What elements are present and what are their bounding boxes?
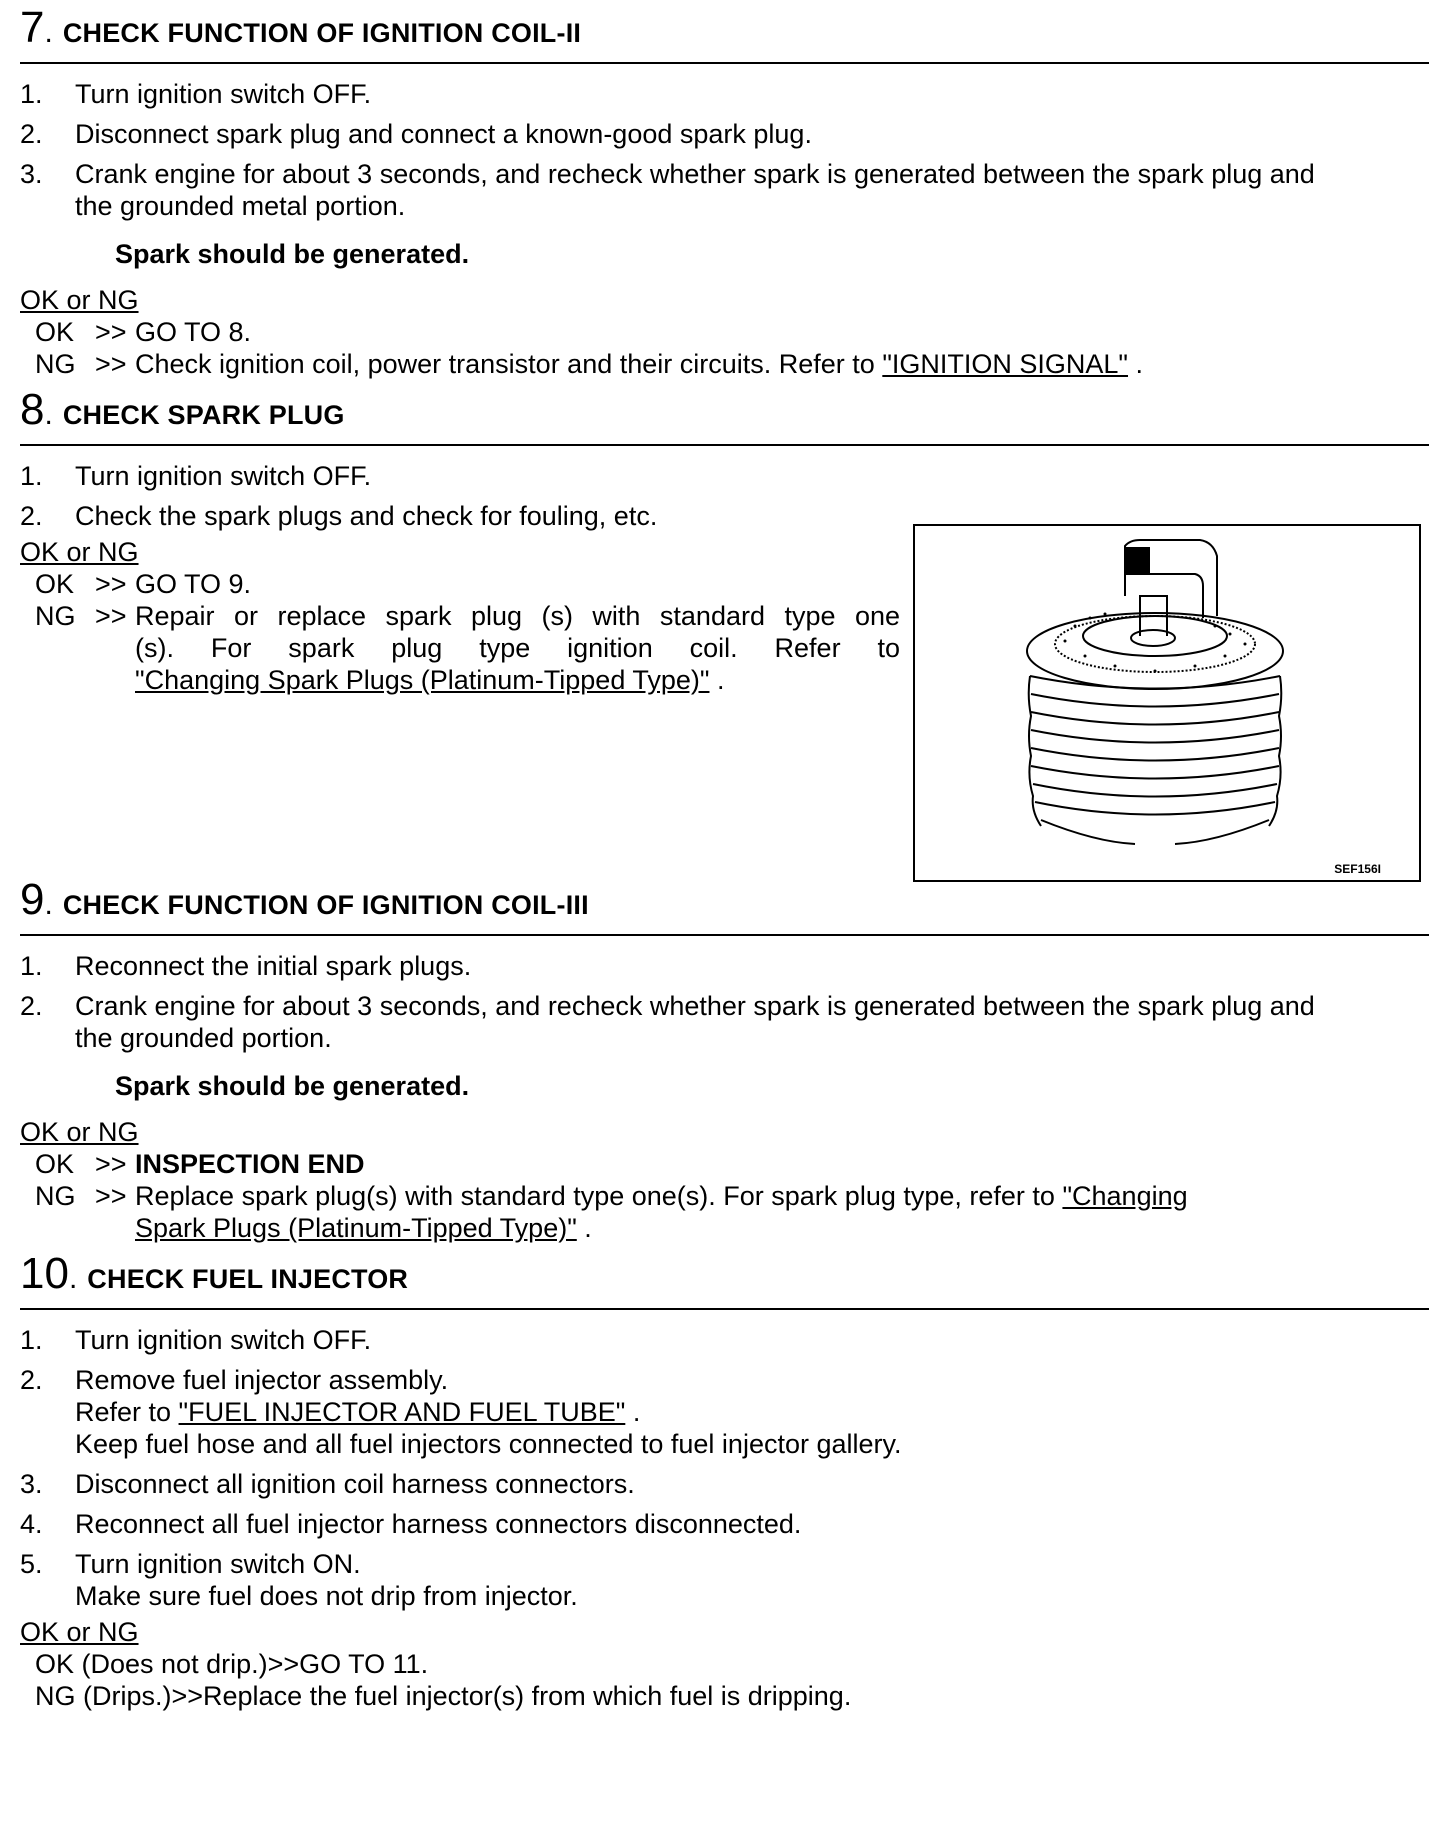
divider xyxy=(20,62,1429,64)
ng-result: NG (Drips.)>>Replace the fuel injector(s) from which fuel is dripping. xyxy=(35,1681,852,1711)
list-item: 1. Turn ignition switch OFF. xyxy=(20,1325,372,1355)
section-number: 10 xyxy=(20,1249,69,1298)
spec-note: Spark should be generated. xyxy=(115,239,470,269)
section-number: 7 xyxy=(20,3,45,52)
section-title: CHECK SPARK PLUG xyxy=(62,400,345,430)
section-title: CHECK FUNCTION OF IGNITION COIL-II xyxy=(62,18,582,48)
list-item: 1. Turn ignition switch OFF. xyxy=(20,79,372,109)
changing-spark-plugs-link[interactable]: "Changing xyxy=(1062,1181,1188,1211)
ok-result: OK >> INSPECTION END xyxy=(35,1149,365,1179)
list-item: 4. Reconnect all fuel injector harness connectors disconnected. xyxy=(20,1509,802,1539)
divider xyxy=(20,444,1429,446)
ok-result: OK >> GO TO 9. xyxy=(35,569,252,599)
list-item: 5. Turn ignition switch ON. Make sure fuel does not drip from injector. xyxy=(20,1549,578,1611)
spark-plug-figure xyxy=(913,524,1421,882)
ignition-signal-link[interactable]: "IGNITION SIGNAL" xyxy=(882,349,1129,379)
section-title: CHECK FUNCTION OF IGNITION COIL-III xyxy=(62,890,589,920)
fuel-injector-link[interactable]: "FUEL INJECTOR AND FUEL TUBE" xyxy=(178,1397,626,1427)
step-list xyxy=(20,950,1429,1054)
section-header: 8 . CHECK SPARK PLUG xyxy=(20,385,345,434)
section-title: CHECK FUEL INJECTOR xyxy=(87,1264,409,1294)
divider xyxy=(20,934,1429,936)
list-item: 2. Check the spark plugs and check for fouling, etc. xyxy=(20,501,658,531)
okng-label: OK or NG xyxy=(20,285,139,315)
list-item: 2. Disconnect spark plug and connect a known-good spark plug. xyxy=(20,119,812,149)
section-header: 7 . CHECK FUNCTION OF IGNITION COIL-II xyxy=(20,3,582,52)
spark-plug-illustration xyxy=(915,526,1419,880)
ng-result: NG >> Replace spark plug(s) with standard type one(s). For spark plug type, refer to "Changing Spark Plugs (Platinum-Tipped Type)" . xyxy=(35,1181,1188,1243)
section-header: 10 . CHECK FUEL INJECTOR xyxy=(20,1249,409,1298)
list-item: 3. Crank engine for about 3 seconds, and recheck whether spark is generated between the spark plug and the grounded metal portion. xyxy=(20,159,1315,221)
okng-label: OK or NG xyxy=(20,1117,139,1147)
section-10 xyxy=(20,1246,1429,1712)
changing-spark-plugs-link-cont[interactable]: Spark Plugs (Platinum-Tipped Type)" xyxy=(135,1213,577,1243)
step-list xyxy=(20,460,900,532)
document-page xyxy=(20,0,1429,1712)
ng-result: NG >> Check ignition coil, power transistor and their circuits. Refer to "IGNITION SIGNAL" . xyxy=(35,349,1144,379)
spec-note: Spark should be generated. xyxy=(115,1071,470,1101)
step-list xyxy=(20,78,1429,222)
list-item: 1. Reconnect the initial spark plugs. xyxy=(20,951,472,981)
list-item: 2. Remove fuel injector assembly. Refer to "FUEL INJECTOR AND FUEL TUBE" . Keep fuel hose and all fuel injectors connected to fuel injector gallery. xyxy=(20,1365,902,1459)
ok-result: OK (Does not drip.)>>GO TO 11. xyxy=(35,1649,429,1679)
list-item: 2. Crank engine for about 3 seconds, and recheck whether spark is generated between the spark plug and the grounded portion. xyxy=(20,991,1315,1053)
section-header: 9 . CHECK FUNCTION OF IGNITION COIL-III xyxy=(20,875,589,924)
section-number: 9 xyxy=(20,875,45,924)
section-7 xyxy=(20,0,1429,380)
okng-label: OK or NG xyxy=(20,537,139,567)
section-9 xyxy=(20,872,1429,1244)
ok-result: OK >> GO TO 8. xyxy=(35,317,252,347)
section-number: 8 xyxy=(20,385,45,434)
section-8 xyxy=(20,382,1429,876)
list-item: 1. Turn ignition switch OFF. xyxy=(20,461,372,491)
divider xyxy=(20,1308,1429,1310)
okng-label: OK or NG xyxy=(20,1617,139,1647)
figure-caption: SEF156I xyxy=(1334,862,1381,876)
list-item: 3. Disconnect all ignition coil harness connectors. xyxy=(20,1469,635,1499)
step-list xyxy=(20,1324,1429,1612)
ng-result: NG >> Repair or replace spark plug (s) with standard type one (s). For spark plug type ignition coil. Refer to "Changing Spark Plugs (Platinum-Tipped Type)" . xyxy=(35,601,900,695)
changing-spark-plugs-link[interactable]: "Changing Spark Plugs (Platinum-Tipped Type)" xyxy=(135,665,710,695)
